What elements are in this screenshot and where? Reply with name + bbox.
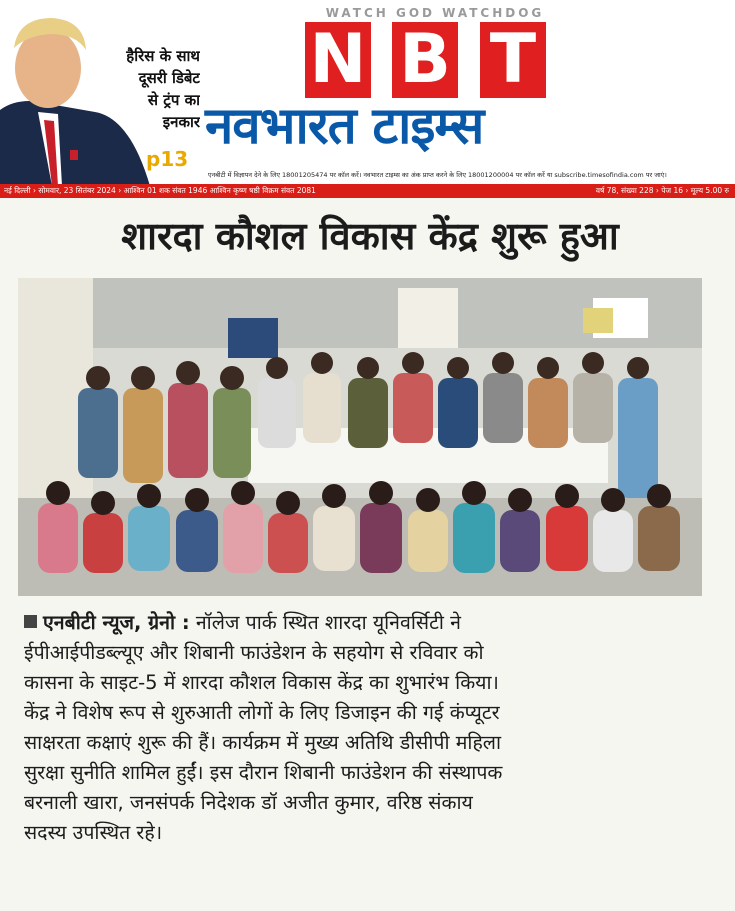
promo-line: हैरिस के साथ bbox=[126, 47, 200, 65]
logo-letter-t: T bbox=[480, 22, 546, 98]
group-photo bbox=[18, 278, 702, 596]
promo-line: से ट्रंप का bbox=[147, 91, 200, 109]
article-line bbox=[24, 608, 714, 638]
article-line: साक्षरता कक्षाएं शुरू की हैं। कार्यक्रम में मुख्य अतिथि डीसीपी महिला bbox=[24, 731, 502, 754]
article-line: बरनाली खारा, जनसंपर्क निदेशक डॉ अजीत कुमार, वरिष्ठ संकाय bbox=[24, 791, 473, 814]
dateline-credit: एनबीटी न्यूज, ग्रेनो : bbox=[43, 611, 190, 634]
article-line: ईपीआईपीडब्ल्यूए और शिबानी फाउंडेशन के सहयोग से रविवार को bbox=[24, 641, 484, 664]
bullet-square-icon bbox=[24, 615, 37, 628]
subscription-ad: एनबीटी में विज्ञापन देने के लिए 18001205474 पर कॉल करें। नवभारत टाइम्स का अंक प्राप्त करने के लिए 18001200004 पर कॉल करें या subscribe.timesofindia.com पर जाएं। bbox=[208, 171, 667, 179]
article-line: सदस्य उपस्थित रहे। bbox=[24, 821, 163, 844]
article-text: नॉलेज पार्क स्थित शारदा यूनिवर्सिटी ने bbox=[189, 611, 461, 634]
promo-line: इनकार bbox=[162, 113, 200, 131]
promo-line: दूसरी डिबेट bbox=[138, 69, 200, 87]
tagline: WATCH GOD WATCHDOG bbox=[325, 6, 545, 20]
edition-date: नई दिल्ली › सोमवार, 23 सितंबर 2024 › आश्विन 01 शक संवत 1946 आश्विन कृष्ण षष्ठी विक्रम संवत 2081 bbox=[4, 186, 316, 195]
promo-box[interactable] bbox=[0, 0, 200, 186]
issue-info: वर्ष 78, संख्या 228 › पेज 16 › मूल्य 5.00 रु bbox=[595, 186, 729, 195]
masthead bbox=[0, 0, 735, 186]
promo-headline bbox=[96, 45, 200, 133]
newspaper-name: नवभारत टाइम्स bbox=[205, 97, 484, 156]
article-body bbox=[24, 608, 714, 848]
dateline-bar bbox=[0, 184, 735, 198]
promo-page-ref[interactable]: p13 bbox=[146, 147, 189, 171]
logo-letter-n: N bbox=[305, 22, 371, 98]
article-line: केंद्र ने विशेष रूप से शुरुआती लोगों के लिए डिजाइन की गई कंप्यूटर bbox=[24, 701, 500, 724]
article-line: कासना के साइट-5 में शारदा कौशल विकास केंद्र का शुभारंभ किया। bbox=[24, 671, 499, 694]
article-line: सुरक्षा सुनीति शामिल हुईं। इस दौरान शिबानी फाउंडेशन की संस्थापक bbox=[24, 761, 503, 784]
logo-letter-b: B bbox=[392, 22, 458, 98]
news-clipping bbox=[0, 198, 735, 911]
article-headline: शारदा कौशल विकास केंद्र शुरू हुआ bbox=[121, 214, 619, 258]
